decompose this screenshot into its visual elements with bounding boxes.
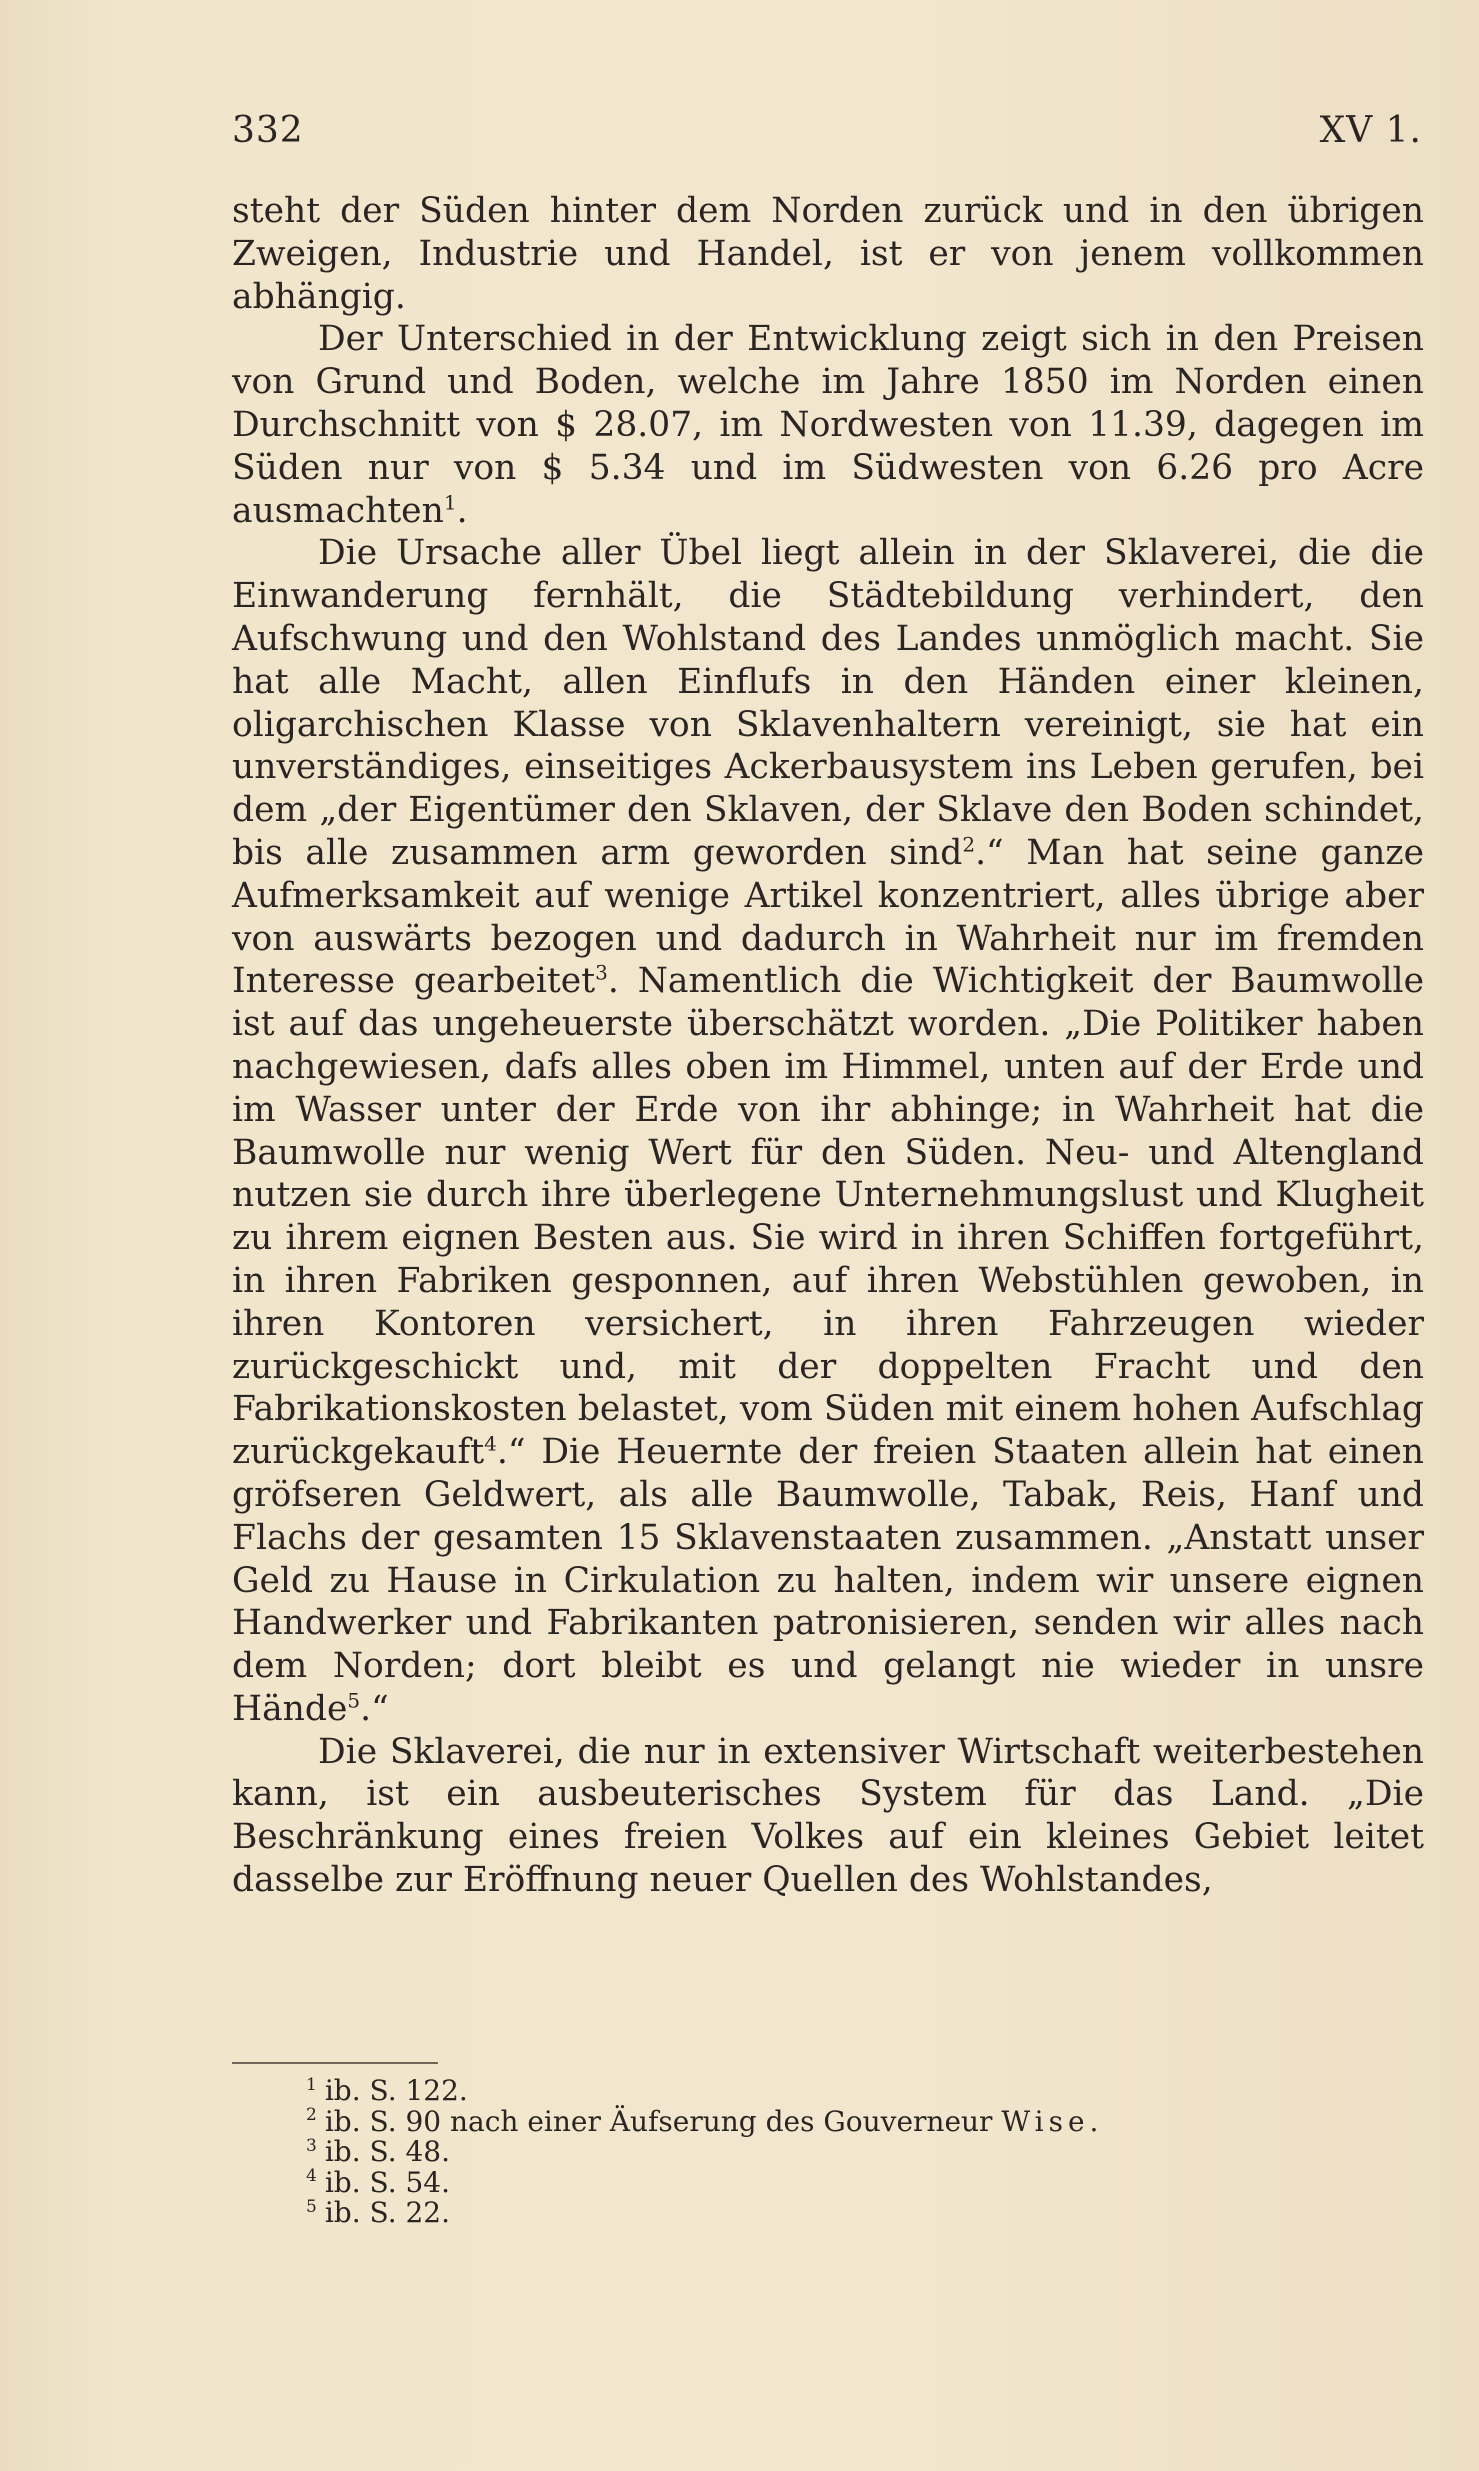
- footnote-text: ib. S. 122.: [324, 2074, 468, 2107]
- footnote: [306, 2198, 1406, 2229]
- footnote-text-end: .: [1089, 2104, 1099, 2138]
- footnote-text: ib. S. 90 nach einer Äufserung des Gouverneur: [324, 2104, 1002, 2138]
- paragraph: [232, 1731, 1424, 1902]
- text-run: steht der Süden hinter dem Norden zurück und in den übrigen Zweigen, Industrie und Handel, ist er von jenem vollkommen abhängig.: [232, 191, 1424, 317]
- text-run: .“: [360, 1688, 389, 1729]
- footnote: [306, 2165, 1406, 2199]
- text-run: .: [456, 490, 468, 531]
- footnote: [306, 2104, 1406, 2138]
- footnote-mark: 1: [306, 2074, 317, 2095]
- section-signature: XV 1.: [1319, 110, 1422, 151]
- footnotes: [306, 2076, 1406, 2229]
- footnote-text: ib. S. 48.: [324, 2135, 451, 2168]
- footnote-reference: 1: [443, 490, 457, 515]
- footnote-separator: [232, 2062, 438, 2064]
- footnote-reference: 4: [484, 1431, 497, 1456]
- text-run: .“ Die Heuernte der freien Staaten allein hat einen gröfseren Geldwert, als alle Baumwolle, Tabak, Reis, Hanf und Flachs der gesamten 15 Sklavenstaaten zusammen. „Anstatt unser Geld zu Hause in Cirkulation zu halten, indem wir unsere eignen Handwerker und Fabrikanten patronisieren, senden wir alles nach dem Norden; dort bleibt es und gelangt nie wieder in unsre Hände: [232, 1432, 1424, 1729]
- text-run: . Namentlich die Wichtigkeit der Baumwolle ist auf das ungeheuerste überschätzt worden. „Die Politiker haben nachgewiesen, dafs alles oben im Himmel, unten auf der Erde und im Wasser unter der Erde von ihr abhinge; in Wahrheit hat die Baumwolle nur wenig Wert für den Süden. Neu- und Altengland nutzen sie durch ihre überlegene Unternehmungslust und Klugheit zu ihrem eignen Besten aus. Sie wird in ihren Schiffen fortgeführt, in ihren Fabriken gesponnen, auf ihren Webstühlen gewoben, in ihren Kontoren versichert, in ihren Fahrzeugen wieder zurückgeschickt und, mit der doppelten Fracht und den Fabrikationskosten belastet, vom Süden mit einem hohen Aufschlag zurückgekauft: [232, 961, 1424, 1473]
- page-number: 332: [232, 110, 304, 151]
- paragraph: [232, 532, 1424, 1730]
- footnote-reference: 2: [962, 832, 976, 857]
- text-run: Die Ursache aller Übel liegt allein in der Sklaverei, die die Einwanderung fernhält, die Städtebildung verhindert, den Aufschwung und den Wohlstand des Landes unmöglich macht. Sie hat alle Macht, allen Einflufs in den Händen einer kleinen, oligarchischen Klasse von Sklavenhaltern vereinigt, sie hat ein unverständiges, einseitiges Ackerbausystem ins Leben gerufen, bei dem „der Eigentümer den Sklaven, der Sklave den Boden schindet, bis alle zusammen arm geworden sind: [232, 533, 1424, 873]
- footnote-mark: 2: [306, 2105, 317, 2126]
- footnote-mark: 3: [306, 2135, 317, 2156]
- text-run: .“ Man hat seine ganze Aufmerksamkeit auf wenige Artikel konzentriert, alles übrige aber von auswärts bezogen und dadurch in Wahrheit nur im fremden Interesse gearbeitet: [232, 832, 1424, 1002]
- footnote-reference: 5: [347, 1688, 361, 1713]
- footnote-spaced-name: Wise: [1001, 2104, 1090, 2138]
- footnote-reference: 3: [595, 960, 608, 985]
- footnote: [306, 2076, 1406, 2107]
- running-header: [232, 110, 1422, 160]
- footnote: [306, 2137, 1406, 2168]
- body-text: [232, 190, 1424, 1902]
- footnote-mark: 4: [306, 2166, 317, 2187]
- footnote-text: ib. S. 54.: [324, 2165, 451, 2199]
- text-run: Der Unterschied in der Entwicklung zeigt sich in den Preisen von Grund und Boden, welche im Jahre 1850 im Norden einen Durchschnitt von $ 28.07, im Nordwesten von 11.39, dagegen im Süden nur von $ 5.34 und im Südwesten von 6.26 pro Acre ausmachten: [232, 319, 1424, 531]
- footnote-text: ib. S. 22.: [324, 2196, 451, 2229]
- text-run: Die Sklaverei, die nur in extensiver Wirtschaft weiterbestehen kann, ist ein ausbeuterisches System für das Land. „Die Beschränkung eines freien Volkes auf ein kleines Gebiet leitet dasselbe zur Eröffnung neuer Quellen des Wohlstandes,: [232, 1731, 1424, 1901]
- footnote-mark: 5: [306, 2196, 317, 2217]
- paragraph: [232, 318, 1424, 532]
- paragraph: [232, 190, 1424, 318]
